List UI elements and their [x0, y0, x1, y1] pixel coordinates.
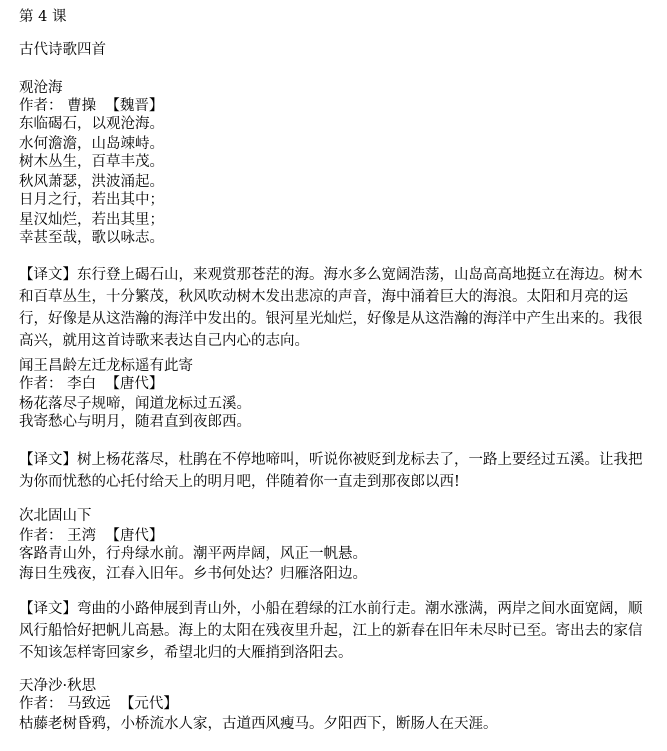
poem-line: 东临碣石，以观沧海。	[19, 116, 164, 132]
poem-title: 次北固山下	[19, 508, 92, 524]
translation-paragraph	[19, 264, 647, 352]
translation-text: 东行登上碣石山，来观赏那苍茫的海。海水多么宽阔浩荡，山岛高高地挺立在海边。树木和百草丛生，十分繁茂，秋风吹动树木发出悲凉的声音，海中涌着巨大的海浪。太阳和月亮的运行，好像是从这浩瀚的海洋中发出的。银河星光灿烂，好像是从这浩瀚的海洋中产生出来的。我很高兴，就用这首诗歌来表达自己内心的志向。	[19, 267, 643, 349]
poem-line: 水何澹澹，山岛竦峙。	[19, 136, 164, 152]
translation-label: 【译文】	[19, 267, 77, 283]
author-label: 作者：	[19, 98, 63, 114]
author-label: 作者：	[19, 376, 63, 392]
author-name: 马致远	[67, 696, 111, 712]
poem-line: 树木丛生，百草丰茂。	[19, 154, 164, 170]
author-line	[19, 375, 163, 393]
poem-line: 海日生残夜，江春入旧年。乡书何处达？归雁洛阳边。	[19, 566, 367, 582]
author-name: 曹操	[67, 98, 97, 114]
poem-line: 日月之行，若出其中；	[19, 192, 164, 208]
poem-line: 秋风萧瑟，洪波涌起。	[19, 174, 164, 190]
translation-label: 【译文】	[19, 601, 77, 617]
dynasty-tag: 【唐代】	[105, 528, 164, 544]
author-line	[19, 695, 178, 713]
translation-paragraph	[19, 598, 647, 664]
translation-paragraph	[19, 449, 647, 493]
lesson-number: 第 4 课	[19, 9, 67, 25]
translation-text: 弯曲的小路伸展到青山外，小船在碧绿的江水前行走。潮水涨满，两岸之间水面宽阔，顺风行船恰好把帆儿高悬。海上的太阳在残夜里升起，江上的新春在旧年未尽时已至。寄出去的家信不知该怎样寄回家乡，希望北归的大雁捎到洛阳去。	[19, 601, 643, 661]
author-label: 作者：	[19, 528, 63, 544]
author-line	[19, 527, 163, 545]
author-name: 王湾	[67, 528, 97, 544]
translation-text: 树上杨花落尽，杜鹃在不停地啼叫，听说你被贬到龙标去了，一路上要经过五溪。让我把为你而忧愁的心托付给天上的明月吧，伴随着你一直走到那夜郎以西!	[19, 452, 643, 490]
dynasty-tag: 【唐代】	[105, 376, 164, 392]
poem-title: 观沧海	[19, 80, 63, 96]
poem-line: 客路青山外，行舟绿水前。潮平两岸阔，风正一帆悬。	[19, 546, 367, 562]
poem-title: 闻王昌龄左迁龙标遥有此寄	[19, 358, 193, 374]
poem-line: 星汉灿烂，若出其里；	[19, 212, 164, 228]
poem-line: 我寄愁心与明月，随君直到夜郎西。	[19, 414, 251, 430]
translation-label: 【译文】	[19, 452, 77, 468]
poem-title: 天净沙·秋思	[19, 678, 97, 694]
dynasty-tag: 【魏晋】	[105, 98, 164, 114]
author-label: 作者：	[19, 696, 63, 712]
poem-line: 枯藤老树昏鸦，小桥流水人家，古道西风瘦马。夕阳西下，断肠人在天涯。	[19, 716, 498, 732]
poem-line: 杨花落尽子规啼，闻道龙标过五溪。	[19, 396, 251, 412]
author-line	[19, 97, 163, 115]
lesson-title: 古代诗歌四首	[19, 42, 106, 58]
author-name: 李白	[67, 376, 97, 392]
poem-line: 幸甚至哉，歌以咏志。	[19, 230, 164, 246]
dynasty-tag: 【元代】	[119, 696, 178, 712]
